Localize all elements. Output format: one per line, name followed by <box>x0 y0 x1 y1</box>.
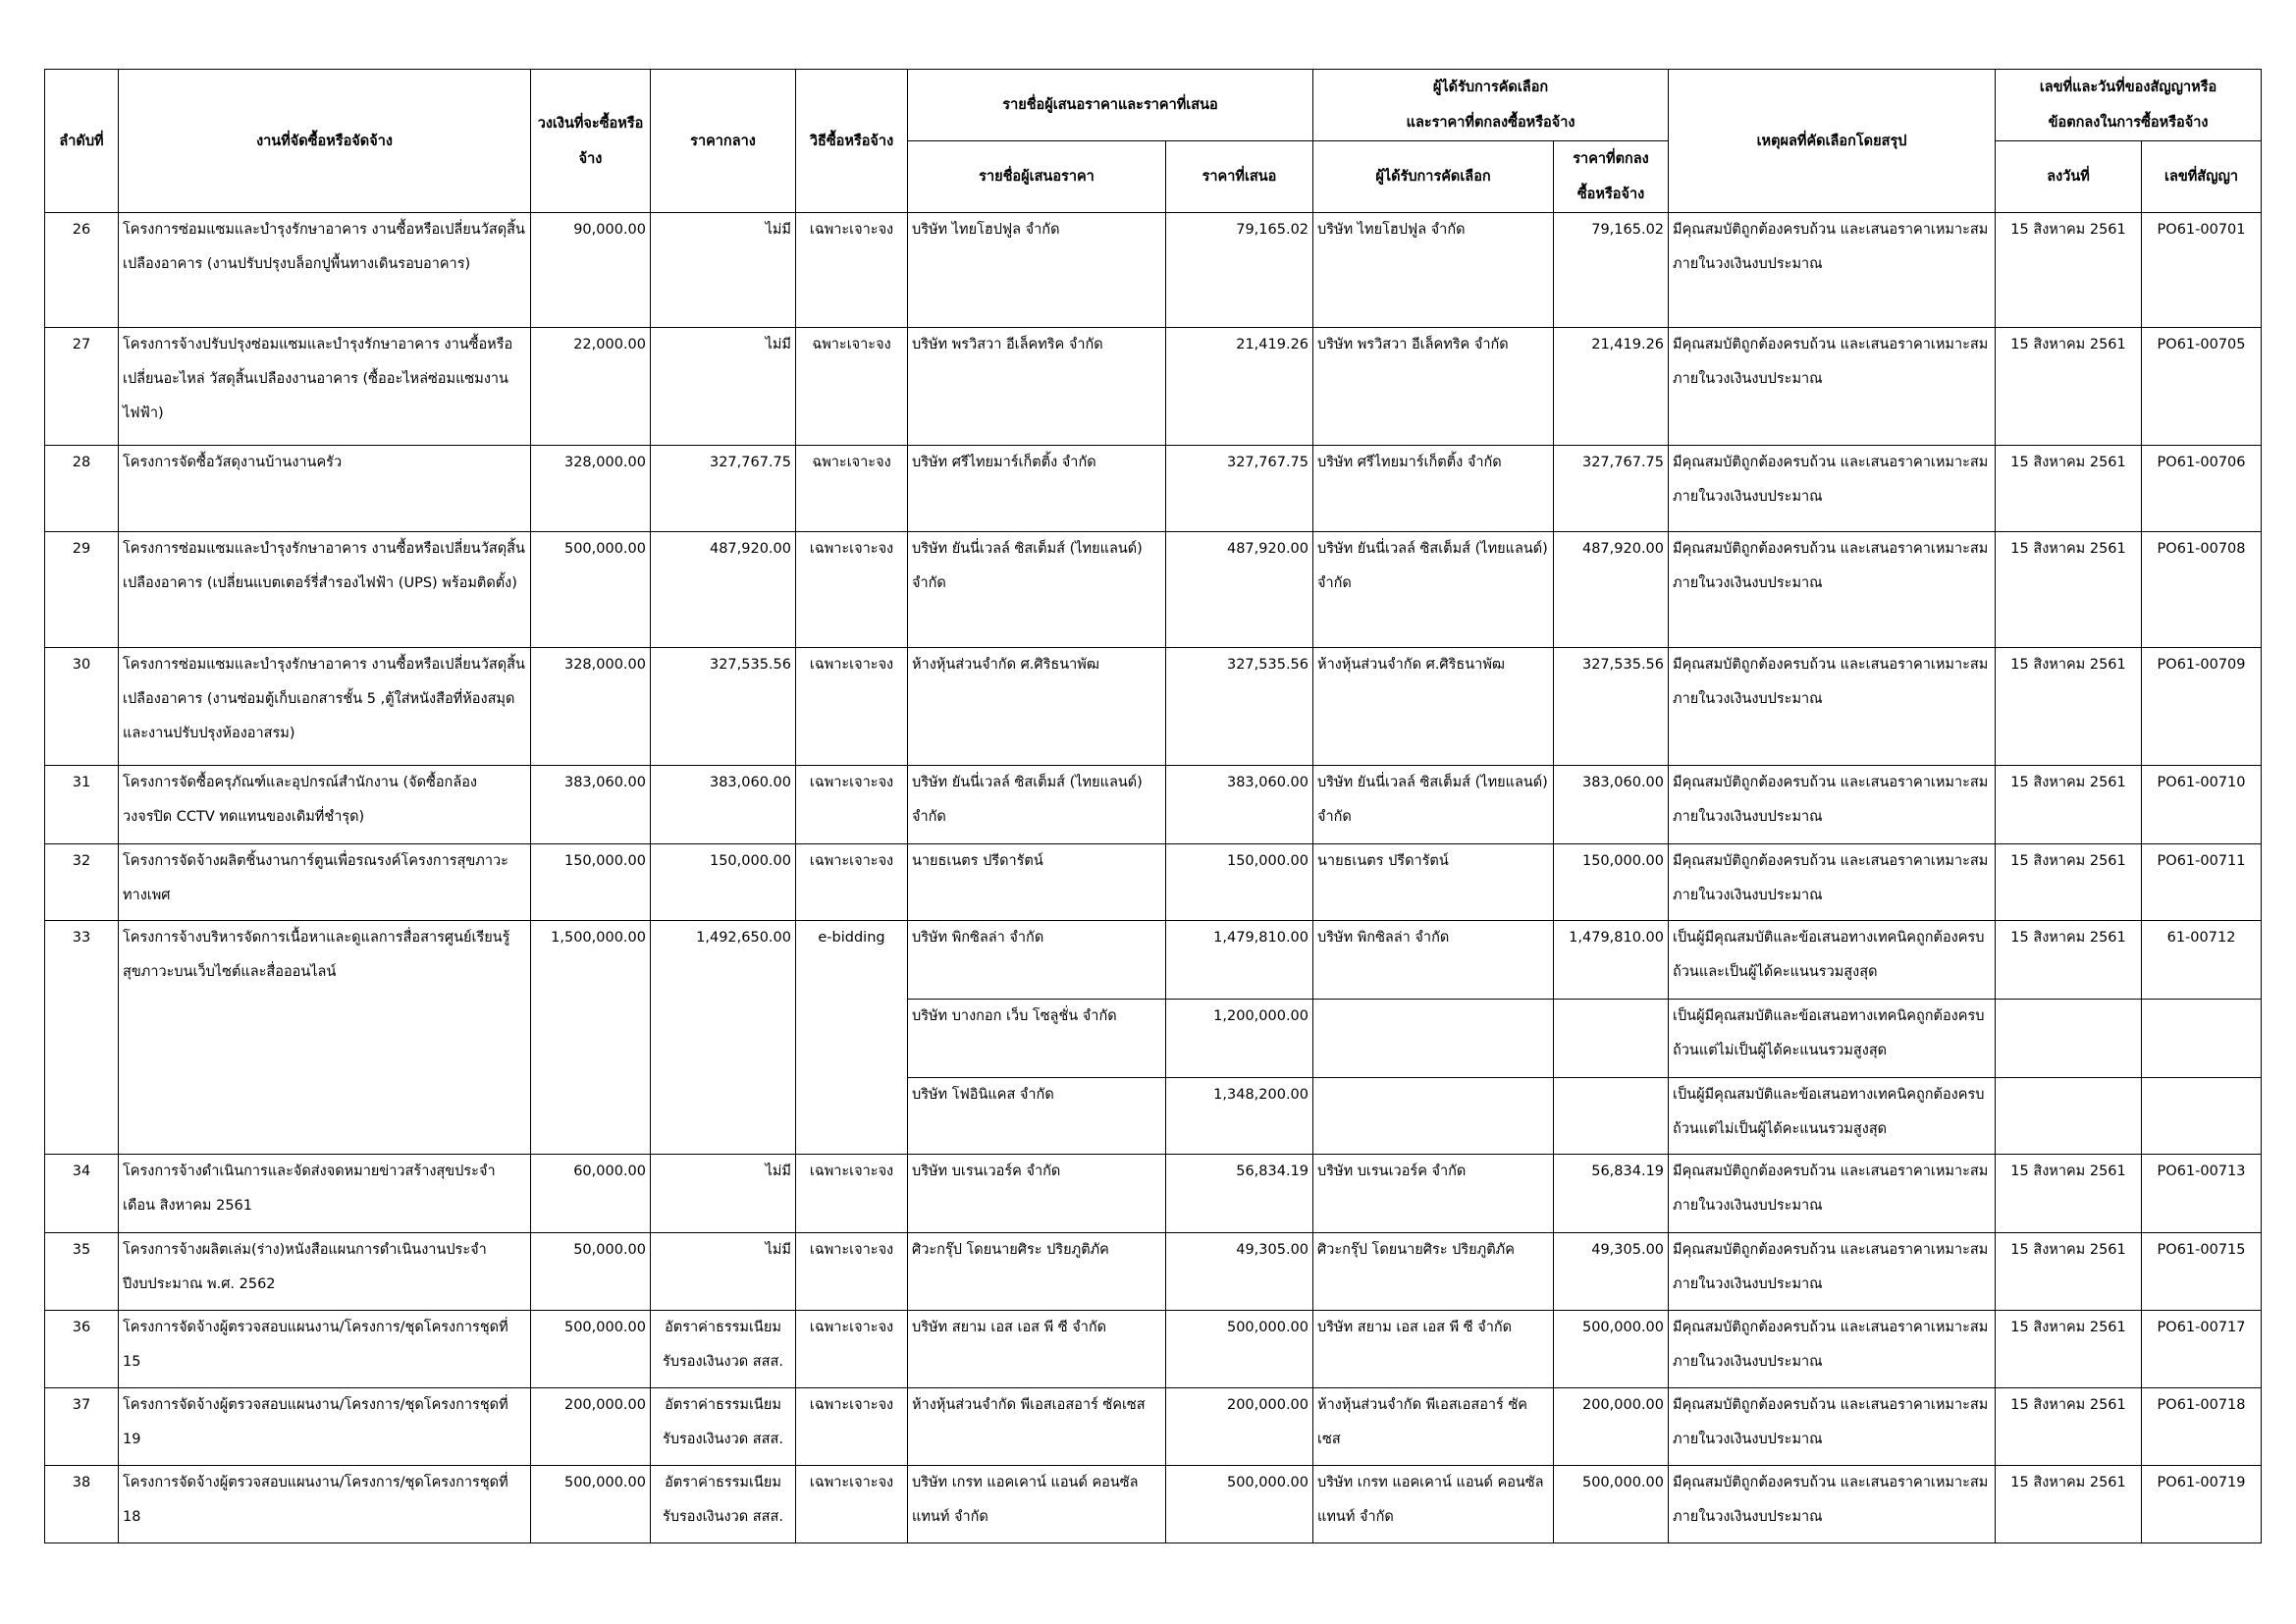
table-row <box>45 766 2262 844</box>
cell-median: 327,535.56 <box>651 648 796 766</box>
cell-budget: 90,000.00 <box>531 213 651 328</box>
cell-bid: 21,419.26 <box>1166 328 1313 446</box>
cell-winner: บริษัท เกรท แอคเคาน์ แอนด์ คอนซัลแทนท์ จำกัด <box>1313 1466 1554 1543</box>
cell-contract-no <box>2142 1078 2262 1155</box>
cell-no: 30 <box>45 648 119 766</box>
header-selected-group-line2: และราคาที่ตกลงซื้อหรือจ้าง <box>1406 115 1575 131</box>
table-row <box>45 1311 2262 1388</box>
cell-budget: 22,000.00 <box>531 328 651 446</box>
cell-bid: 327,767.75 <box>1166 446 1313 532</box>
cell-bidder: บริษัท สยาม เอส เอส พี ซี จำกัด <box>908 1311 1166 1388</box>
cell-work: โครงการจัดจ้างผู้ตรวจสอบแผนงาน/โครงการ/ชุดโครงการชุดที่ 15 <box>119 1311 531 1388</box>
cell-no: 29 <box>45 532 119 648</box>
cell-method: เฉพาะเจาะจง <box>796 1311 908 1388</box>
cell-budget: 1,500,000.00 <box>531 921 651 1155</box>
cell-contract-date: 15 สิงหาคม 2561 <box>1996 1155 2142 1233</box>
cell-reason: มีคุณสมบัติถูกต้องครบถ้วน และเสนอราคาเหมาะสม ภายในวงเงินงบประมาณ <box>1669 648 1996 766</box>
header-contract-date: ลงวันที่ <box>1996 141 2142 213</box>
cell-reason: มีคุณสมบัติถูกต้องครบถ้วน และเสนอราคาเหมาะสม ภายในวงเงินงบประมาณ <box>1669 446 1996 532</box>
cell-budget: 200,000.00 <box>531 1388 651 1466</box>
cell-work: โครงการจัดจ้างผลิตชิ้นงานการ์ตูนเพื่อรณรงค์โครงการสุขภาวะทางเพศ <box>119 844 531 921</box>
table-row <box>45 1388 2262 1466</box>
header-no: ลำดับที่ <box>45 70 119 213</box>
cell-bid: 327,535.56 <box>1166 648 1313 766</box>
cell-no: 27 <box>45 328 119 446</box>
cell-bid: 500,000.00 <box>1166 1466 1313 1543</box>
header-bidder-name: รายชื่อผู้เสนอราคา <box>908 141 1166 213</box>
cell-contract-no: PO61-00709 <box>2142 648 2262 766</box>
cell-winner <box>1313 1078 1554 1155</box>
cell-method: เฉพาะเจาะจง <box>796 1233 908 1311</box>
cell-contract-date <box>1996 1078 2142 1155</box>
cell-agreed: 56,834.19 <box>1554 1155 1669 1233</box>
cell-bidder: นายธเนตร ปรีดารัตน์ <box>908 844 1166 921</box>
cell-bid: 1,479,810.00 <box>1166 921 1313 1000</box>
cell-agreed: 383,060.00 <box>1554 766 1669 844</box>
header-selected-group <box>1313 70 1669 141</box>
table-row <box>45 1233 2262 1311</box>
cell-work: โครงการจัดจ้างผู้ตรวจสอบแผนงาน/โครงการ/ชุดโครงการชุดที่ 18 <box>119 1466 531 1543</box>
cell-contract-no: PO61-00718 <box>2142 1388 2262 1466</box>
cell-bidder: บริษัท เกรท แอคเคาน์ แอนด์ คอนซัลแทนท์ จำกัด <box>908 1466 1166 1543</box>
cell-bid: 500,000.00 <box>1166 1311 1313 1388</box>
cell-reason: มีคุณสมบัติถูกต้องครบถ้วน และเสนอราคาเหมาะสม ภายในวงเงินงบประมาณ <box>1669 532 1996 648</box>
header-selected-group-line1: ผู้ได้รับการคัดเลือก <box>1432 80 1549 95</box>
header-agreed-price-line2: ซื้อหรือจ้าง <box>1576 187 1645 202</box>
cell-reason: มีคุณสมบัติถูกต้องครบถ้วน และเสนอราคาเหมาะสม ภายในวงเงินงบประมาณ <box>1669 1388 1996 1466</box>
table-row <box>45 213 2262 328</box>
cell-winner: บริษัท พิกซิลล่า จำกัด <box>1313 921 1554 1000</box>
cell-work: โครงการจ้างปรับปรุงซ่อมแซมและบำรุงรักษาอาคาร งานซื้อหรือเปลี่ยนอะไหล่ วัสดุสิ้นเปลืองงานอาคาร (ซื้ออะไหล่ซ่อมแซมงานไฟฟ้า) <box>119 328 531 446</box>
cell-winner: บริษัท ศรีไทยมาร์เก็ตติ้ง จำกัด <box>1313 446 1554 532</box>
cell-winner: บริษัท ยันนี่เวลล์ ซิสเต็มส์ (ไทยแลนด์) จำกัด <box>1313 766 1554 844</box>
cell-winner: บริษัท ยันนี่เวลล์ ซิสเต็มส์ (ไทยแลนด์) จำกัด <box>1313 532 1554 648</box>
cell-work: โครงการซ่อมแซมและบำรุงรักษาอาคาร งานซื้อหรือเปลี่ยนวัสดุสิ้นเปลืองอาคาร (งานปรับปรุงบล็อกปูพื้นทางเดินรอบอาคาร) <box>119 213 531 328</box>
cell-agreed: 21,419.26 <box>1554 328 1669 446</box>
cell-reason: มีคุณสมบัติถูกต้องครบถ้วน และเสนอราคาเหมาะสม ภายในวงเงินงบประมาณ <box>1669 766 1996 844</box>
cell-contract-date: 15 สิงหาคม 2561 <box>1996 213 2142 328</box>
table-row <box>45 446 2262 532</box>
cell-no: 36 <box>45 1311 119 1388</box>
procurement-table <box>44 69 2262 1543</box>
cell-contract-no: PO61-00713 <box>2142 1155 2262 1233</box>
cell-bid: 487,920.00 <box>1166 532 1313 648</box>
cell-no: 38 <box>45 1466 119 1543</box>
cell-winner: ห้างหุ้นส่วนจำกัด ศ.ศิริธนาพัฒ <box>1313 648 1554 766</box>
table-row <box>45 844 2262 921</box>
cell-agreed: 487,920.00 <box>1554 532 1669 648</box>
cell-method: ฉพาะเจาะจง <box>796 328 908 446</box>
cell-bidder: บริษัท บางกอก เว็บ โซลูชั่น จำกัด <box>908 1000 1166 1078</box>
cell-contract-no: PO61-00715 <box>2142 1233 2262 1311</box>
table-row <box>45 1155 2262 1233</box>
cell-contract-date: 15 สิงหาคม 2561 <box>1996 766 2142 844</box>
cell-agreed <box>1554 1078 1669 1155</box>
cell-no: 37 <box>45 1388 119 1466</box>
cell-budget: 328,000.00 <box>531 648 651 766</box>
cell-method: เฉพาะเจาะจง <box>796 844 908 921</box>
cell-work: โครงการจัดจ้างผู้ตรวจสอบแผนงาน/โครงการ/ชุดโครงการชุดที่ 19 <box>119 1388 531 1466</box>
cell-budget: 60,000.00 <box>531 1155 651 1233</box>
cell-median: ไม่มี <box>651 213 796 328</box>
cell-agreed: 150,000.00 <box>1554 844 1669 921</box>
cell-winner: ห้างหุ้นส่วนจำกัด พีเอสเอสอาร์ ซัคเซส <box>1313 1388 1554 1466</box>
cell-method: เฉพาะเจาะจง <box>796 648 908 766</box>
cell-method: เฉพาะเจาะจง <box>796 532 908 648</box>
cell-contract-no: PO61-00717 <box>2142 1311 2262 1388</box>
cell-contract-no: PO61-00708 <box>2142 532 2262 648</box>
cell-work: โครงการจ้างผลิตเล่ม(ร่าง)หนังสือแผนการดำเนินงานประจำปีงบประมาณ พ.ศ. 2562 <box>119 1233 531 1311</box>
cell-contract-date: 15 สิงหาคม 2561 <box>1996 1311 2142 1388</box>
cell-no: 28 <box>45 446 119 532</box>
cell-no: 32 <box>45 844 119 921</box>
header-budget: วงเงินที่จะซื้อหรือจ้าง <box>531 70 651 213</box>
cell-contract-date: 15 สิงหาคม 2561 <box>1996 1388 2142 1466</box>
cell-median: 150,000.00 <box>651 844 796 921</box>
table-row <box>45 921 2262 1000</box>
cell-work: โครงการจัดซื้อวัสดุงานบ้านงานครัว <box>119 446 531 532</box>
cell-contract-date: 15 สิงหาคม 2561 <box>1996 921 2142 1000</box>
cell-bidder: บริษัท พิกซิลล่า จำกัด <box>908 921 1166 1000</box>
cell-median: ไม่มี <box>651 1155 796 1233</box>
header-contract-no: เลขที่สัญญา <box>2142 141 2262 213</box>
cell-budget: 383,060.00 <box>531 766 651 844</box>
cell-median: อัตราค่าธรรมเนียมรับรองเงินงวด สสส. <box>651 1388 796 1466</box>
cell-bidder: บริษัท ยันนี่เวลล์ ซิสเต็มส์ (ไทยแลนด์) จำกัด <box>908 532 1166 648</box>
cell-contract-no: 61-00712 <box>2142 921 2262 1000</box>
cell-reason: มีคุณสมบัติถูกต้องครบถ้วน และเสนอราคาเหมาะสม ภายในวงเงินงบประมาณ <box>1669 844 1996 921</box>
cell-agreed: 327,767.75 <box>1554 446 1669 532</box>
cell-winner: บริษัท พรวิสวา อีเล็คทริค จำกัด <box>1313 328 1554 446</box>
cell-method: เฉพาะเจาะจง <box>796 1466 908 1543</box>
cell-agreed: 327,535.56 <box>1554 648 1669 766</box>
cell-winner: บริษัท บเรนเวอร์ค จำกัด <box>1313 1155 1554 1233</box>
cell-contract-date: 15 สิงหาคม 2561 <box>1996 446 2142 532</box>
cell-no: 26 <box>45 213 119 328</box>
cell-contract-date <box>1996 1000 2142 1078</box>
cell-no: 33 <box>45 921 119 1155</box>
cell-median: อัตราค่าธรรมเนียมรับรองเงินงวด สสส. <box>651 1466 796 1543</box>
header-bidders-group: รายชื่อผู้เสนอราคาและราคาที่เสนอ <box>908 70 1313 141</box>
cell-work: โครงการจัดซื้อครุภัณฑ์และอุปกรณ์สำนักงาน (จัดซื้อกล้องวงจรปิด CCTV ทดแทนของเดิมที่ชำรุด) <box>119 766 531 844</box>
cell-bid: 1,348,200.00 <box>1166 1078 1313 1155</box>
cell-budget: 500,000.00 <box>531 1311 651 1388</box>
cell-method: ฉพาะเจาะจง <box>796 446 908 532</box>
header-agreed-price-line1: ราคาที่ตกลง <box>1573 151 1649 167</box>
cell-median: 383,060.00 <box>651 766 796 844</box>
cell-bid: 200,000.00 <box>1166 1388 1313 1466</box>
cell-bidder: บริษัท พรวิสวา อีเล็คทริค จำกัด <box>908 328 1166 446</box>
cell-budget: 328,000.00 <box>531 446 651 532</box>
cell-no: 31 <box>45 766 119 844</box>
header-contract-group-line1: เลขที่และวันที่ของสัญญาหรือ <box>2039 80 2217 95</box>
cell-method: เฉพาะเจาะจง <box>796 1155 908 1233</box>
cell-bid: 79,165.02 <box>1166 213 1313 328</box>
table-row <box>45 532 2262 648</box>
cell-contract-no: PO61-00710 <box>2142 766 2262 844</box>
cell-winner: บริษัท ไทยโฮปฟูล จำกัด <box>1313 213 1554 328</box>
cell-reason: มีคุณสมบัติถูกต้องครบถ้วน และเสนอราคาเหมาะสม ภายในวงเงินงบประมาณ <box>1669 1233 1996 1311</box>
cell-bidder: บริษัท ศรีไทยมาร์เก็ตติ้ง จำกัด <box>908 446 1166 532</box>
cell-budget: 50,000.00 <box>531 1233 651 1311</box>
cell-budget: 150,000.00 <box>531 844 651 921</box>
cell-contract-date: 15 สิงหาคม 2561 <box>1996 1466 2142 1543</box>
cell-agreed: 500,000.00 <box>1554 1466 1669 1543</box>
cell-contract-date: 15 สิงหาคม 2561 <box>1996 844 2142 921</box>
cell-reason: มีคุณสมบัติถูกต้องครบถ้วน และเสนอราคาเหมาะสม ภายในวงเงินงบประมาณ <box>1669 213 1996 328</box>
header-median-price: ราคากลาง <box>651 70 796 213</box>
cell-contract-date: 15 สิงหาคม 2561 <box>1996 532 2142 648</box>
cell-work: โครงการซ่อมแซมและบำรุงรักษาอาคาร งานซื้อหรือเปลี่ยนวัสดุสิ้นเปลืองอาคาร (เปลี่ยนแบตเตอร์รี่สำรองไฟฟ้า (UPS) พร้อมติดตั้ง) <box>119 532 531 648</box>
cell-median: ไม่มี <box>651 1233 796 1311</box>
header-selected-name: ผู้ได้รับการคัดเลือก <box>1313 141 1554 213</box>
table-row <box>45 328 2262 446</box>
cell-budget: 500,000.00 <box>531 532 651 648</box>
cell-median: 1,492,650.00 <box>651 921 796 1155</box>
cell-budget: 500,000.00 <box>531 1466 651 1543</box>
cell-agreed <box>1554 1000 1669 1078</box>
header-contract-group-line2: ข้อตกลงในการซื้อหรือจ้าง <box>2048 115 2209 131</box>
cell-method: e-bidding <box>796 921 908 1155</box>
cell-bidder: บริษัท ไทยโฮปฟูล จำกัด <box>908 213 1166 328</box>
cell-contract-no: PO61-00701 <box>2142 213 2262 328</box>
cell-contract-no: PO61-00705 <box>2142 328 2262 446</box>
cell-reason: มีคุณสมบัติถูกต้องครบถ้วน และเสนอราคาเหมาะสม ภายในวงเงินงบประมาณ <box>1669 328 1996 446</box>
cell-reason: เป็นผู้มีคุณสมบัติและข้อเสนอทางเทคนิคถูกต้องครบถ้วนแต่ไม่เป็นผู้ได้คะแนนรวมสูงสุด <box>1669 1000 1996 1078</box>
cell-reason: เป็นผู้มีคุณสมบัติและข้อเสนอทางเทคนิคถูกต้องครบถ้วนและเป็นผู้ได้คะแนนรวมสูงสุด <box>1669 921 1996 1000</box>
cell-reason: มีคุณสมบัติถูกต้องครบถ้วน และเสนอราคาเหมาะสม ภายในวงเงินงบประมาณ <box>1669 1155 1996 1233</box>
cell-bidder: ศิวะกรุ๊ป โดยนายศิระ ปริยภูติภัค <box>908 1233 1166 1311</box>
cell-winner: ศิวะกรุ๊ป โดยนายศิระ ปริยภูติภัค <box>1313 1233 1554 1311</box>
header-method: วิธีซื้อหรือจ้าง <box>796 70 908 213</box>
cell-median: ไม่มี <box>651 328 796 446</box>
cell-method: เฉพาะเจาะจง <box>796 213 908 328</box>
cell-reason: เป็นผู้มีคุณสมบัติและข้อเสนอทางเทคนิคถูกต้องครบถ้วนแต่ไม่เป็นผู้ได้คะแนนรวมสูงสุด <box>1669 1078 1996 1155</box>
header-work: งานที่จัดซื้อหรือจัดจ้าง <box>119 70 531 213</box>
table-row <box>45 648 2262 766</box>
cell-winner <box>1313 1000 1554 1078</box>
cell-contract-no: PO61-00706 <box>2142 446 2262 532</box>
cell-bid: 56,834.19 <box>1166 1155 1313 1233</box>
cell-reason: มีคุณสมบัติถูกต้องครบถ้วน และเสนอราคาเหมาะสม ภายในวงเงินงบประมาณ <box>1669 1466 1996 1543</box>
cell-bidder: บริษัท โฟอินิแคส จำกัด <box>908 1078 1166 1155</box>
cell-bidder: ห้างหุ้นส่วนจำกัด พีเอสเอสอาร์ ซัคเซส <box>908 1388 1166 1466</box>
cell-bidder: บริษัท ยันนี่เวลล์ ซิสเต็มส์ (ไทยแลนด์) จำกัด <box>908 766 1166 844</box>
cell-method: เฉพาะเจาะจง <box>796 766 908 844</box>
cell-bid: 49,305.00 <box>1166 1233 1313 1311</box>
cell-work: โครงการซ่อมแซมและบำรุงรักษาอาคาร งานซื้อหรือเปลี่ยนวัสดุสิ้นเปลืองอาคาร (งานซ่อมตู้เก็บเอกสารชั้น 5 ,ตู้ใส่หนังสือที่ห้องสมุดและงานปรับปรุงห้องอาสรม) <box>119 648 531 766</box>
header-bid-price: ราคาที่เสนอ <box>1166 141 1313 213</box>
cell-median: 327,767.75 <box>651 446 796 532</box>
procurement-table-container <box>44 69 2261 1543</box>
cell-no: 35 <box>45 1233 119 1311</box>
header-reason: เหตุผลที่คัดเลือกโดยสรุป <box>1669 70 1996 213</box>
cell-bidder: ห้างหุ้นส่วนจำกัด ศ.ศิริธนาพัฒ <box>908 648 1166 766</box>
cell-bid: 1,200,000.00 <box>1166 1000 1313 1078</box>
cell-bid: 150,000.00 <box>1166 844 1313 921</box>
header-agreed-price <box>1554 141 1669 213</box>
cell-work: โครงการจ้างดำเนินการและจัดส่งจดหมายข่าวสร้างสุขประจำเดือน สิงหาคม 2561 <box>119 1155 531 1233</box>
cell-median: 487,920.00 <box>651 532 796 648</box>
cell-agreed: 200,000.00 <box>1554 1388 1669 1466</box>
cell-agreed: 500,000.00 <box>1554 1311 1669 1388</box>
cell-contract-date: 15 สิงหาคม 2561 <box>1996 648 2142 766</box>
cell-work: โครงการจ้างบริหารจัดการเนื้อหาและดูแลการสื่อสารศูนย์เรียนรู้สุขภาวะบนเว็บไซต์และสื่อออนไลน์ <box>119 921 531 1155</box>
cell-bid: 383,060.00 <box>1166 766 1313 844</box>
cell-agreed: 1,479,810.00 <box>1554 921 1669 1000</box>
cell-no: 34 <box>45 1155 119 1233</box>
cell-contract-date: 15 สิงหาคม 2561 <box>1996 1233 2142 1311</box>
cell-agreed: 49,305.00 <box>1554 1233 1669 1311</box>
header-contract-group <box>1996 70 2262 141</box>
cell-winner: นายธเนตร ปรีดารัตน์ <box>1313 844 1554 921</box>
cell-bidder: บริษัท บเรนเวอร์ค จำกัด <box>908 1155 1166 1233</box>
cell-winner: บริษัท สยาม เอส เอส พี ซี จำกัด <box>1313 1311 1554 1388</box>
cell-contract-date: 15 สิงหาคม 2561 <box>1996 328 2142 446</box>
cell-method: เฉพาะเจาะจง <box>796 1388 908 1466</box>
cell-agreed: 79,165.02 <box>1554 213 1669 328</box>
cell-median: อัตราค่าธรรมเนียมรับรองเงินงวด สสส. <box>651 1311 796 1388</box>
cell-contract-no: PO61-00711 <box>2142 844 2262 921</box>
cell-contract-no: PO61-00719 <box>2142 1466 2262 1543</box>
cell-reason: มีคุณสมบัติถูกต้องครบถ้วน และเสนอราคาเหมาะสม ภายในวงเงินงบประมาณ <box>1669 1311 1996 1388</box>
cell-contract-no <box>2142 1000 2262 1078</box>
table-row <box>45 1466 2262 1543</box>
